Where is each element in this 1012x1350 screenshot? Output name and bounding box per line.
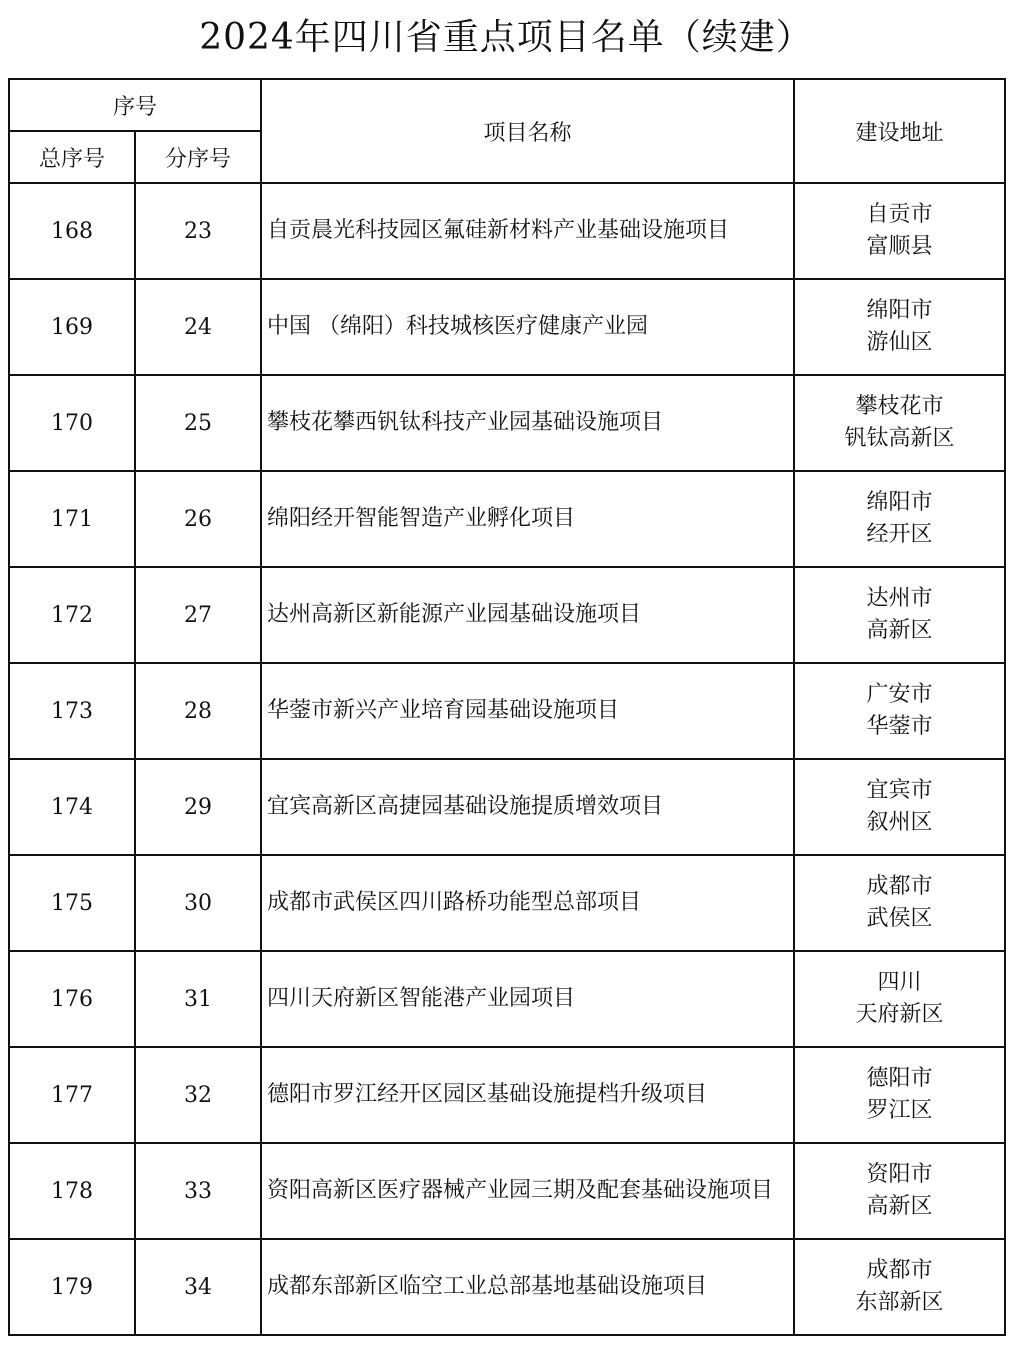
address-district: 经开区 bbox=[866, 522, 933, 547]
address-district: 天府新区 bbox=[855, 1002, 944, 1027]
project-name-cell: 绵阳经开智能智造产业孵化项目 bbox=[261, 471, 794, 567]
total-seq-cell: 176 bbox=[9, 951, 135, 1047]
sub-seq-cell: 25 bbox=[135, 375, 261, 471]
address-city: 自贡市 bbox=[866, 202, 933, 227]
total-seq-cell: 175 bbox=[9, 855, 135, 951]
page-title: 2024年四川省重点项目名单（续建） bbox=[199, 17, 813, 58]
address-cell bbox=[794, 759, 1005, 855]
project-name-cell: 华蓥市新兴产业培育园基础设施项目 bbox=[261, 663, 794, 759]
address-district: 武侯区 bbox=[866, 906, 933, 931]
project-table bbox=[8, 78, 1006, 1336]
address-district: 华蓥市 bbox=[866, 714, 933, 739]
total-seq-cell: 173 bbox=[9, 663, 135, 759]
address-city: 德阳市 bbox=[866, 1066, 933, 1091]
sub-seq-cell: 32 bbox=[135, 1047, 261, 1143]
address-district: 游仙区 bbox=[866, 330, 933, 355]
address-city: 达州市 bbox=[866, 586, 933, 611]
total-seq-cell: 171 bbox=[9, 471, 135, 567]
header-total-seq: 总序号 bbox=[9, 131, 135, 183]
table-row bbox=[9, 279, 1005, 375]
total-seq-cell: 168 bbox=[9, 183, 135, 279]
address-district: 罗江区 bbox=[866, 1098, 933, 1123]
project-name-cell: 德阳市罗江经开区园区基础设施提档升级项目 bbox=[261, 1047, 794, 1143]
table-row bbox=[9, 951, 1005, 1047]
address-cell bbox=[794, 375, 1005, 471]
address-district: 叙州区 bbox=[866, 810, 933, 835]
address-district: 高新区 bbox=[866, 618, 933, 643]
address-cell bbox=[794, 663, 1005, 759]
table-row bbox=[9, 663, 1005, 759]
address-cell bbox=[794, 471, 1005, 567]
table-row bbox=[9, 1239, 1005, 1335]
address-cell bbox=[794, 1047, 1005, 1143]
project-name-cell: 攀枝花攀西钒钛科技产业园基础设施项目 bbox=[261, 375, 794, 471]
sub-seq-cell: 27 bbox=[135, 567, 261, 663]
address-city: 宜宾市 bbox=[866, 778, 933, 803]
address-district: 钒钛高新区 bbox=[844, 426, 955, 451]
header-address: 建设地址 bbox=[794, 79, 1005, 183]
table-row bbox=[9, 759, 1005, 855]
total-seq-cell: 170 bbox=[9, 375, 135, 471]
total-seq-cell: 177 bbox=[9, 1047, 135, 1143]
address-city: 绵阳市 bbox=[866, 490, 933, 515]
total-seq-cell: 169 bbox=[9, 279, 135, 375]
address-city: 绵阳市 bbox=[866, 298, 933, 323]
total-seq-cell: 174 bbox=[9, 759, 135, 855]
table-row bbox=[9, 183, 1005, 279]
total-seq-cell: 178 bbox=[9, 1143, 135, 1239]
project-name-cell: 自贡晨光科技园区氟硅新材料产业基础设施项目 bbox=[261, 183, 794, 279]
sub-seq-cell: 31 bbox=[135, 951, 261, 1047]
table-row bbox=[9, 1047, 1005, 1143]
sub-seq-cell: 23 bbox=[135, 183, 261, 279]
sub-seq-cell: 33 bbox=[135, 1143, 261, 1239]
header-seq-group: 序号 bbox=[9, 79, 261, 131]
total-seq-cell: 172 bbox=[9, 567, 135, 663]
header-sub-seq: 分序号 bbox=[135, 131, 261, 183]
sub-seq-cell: 29 bbox=[135, 759, 261, 855]
table-row bbox=[9, 567, 1005, 663]
project-name-cell: 宜宾高新区高捷园基础设施提质增效项目 bbox=[261, 759, 794, 855]
address-city: 广安市 bbox=[866, 682, 933, 707]
address-cell bbox=[794, 855, 1005, 951]
sub-seq-cell: 28 bbox=[135, 663, 261, 759]
sub-seq-cell: 30 bbox=[135, 855, 261, 951]
address-cell bbox=[794, 183, 1005, 279]
sub-seq-cell: 34 bbox=[135, 1239, 261, 1335]
address-district: 东部新区 bbox=[855, 1290, 944, 1315]
address-city: 攀枝花市 bbox=[855, 394, 944, 419]
table-row bbox=[9, 375, 1005, 471]
address-district: 富顺县 bbox=[866, 234, 933, 259]
header-project-name: 项目名称 bbox=[261, 79, 794, 183]
address-cell bbox=[794, 279, 1005, 375]
address-city: 成都市 bbox=[866, 1258, 933, 1283]
table-row bbox=[9, 855, 1005, 951]
address-city: 成都市 bbox=[866, 874, 933, 899]
address-cell bbox=[794, 1143, 1005, 1239]
project-name-cell: 成都市武侯区四川路桥功能型总部项目 bbox=[261, 855, 794, 951]
project-name-cell: 成都东部新区临空工业总部基地基础设施项目 bbox=[261, 1239, 794, 1335]
total-seq-cell: 179 bbox=[9, 1239, 135, 1335]
table-row bbox=[9, 1143, 1005, 1239]
address-cell bbox=[794, 1239, 1005, 1335]
address-district: 高新区 bbox=[866, 1194, 933, 1219]
sub-seq-cell: 26 bbox=[135, 471, 261, 567]
address-city: 资阳市 bbox=[866, 1162, 933, 1187]
address-city: 四川 bbox=[877, 970, 922, 995]
sub-seq-cell: 24 bbox=[135, 279, 261, 375]
table-row bbox=[9, 471, 1005, 567]
address-cell bbox=[794, 567, 1005, 663]
address-cell bbox=[794, 951, 1005, 1047]
project-name-cell: 达州高新区新能源产业园基础设施项目 bbox=[261, 567, 794, 663]
project-name-cell: 资阳高新区医疗器械产业园三期及配套基础设施项目 bbox=[261, 1143, 794, 1239]
project-name-cell: 四川天府新区智能港产业园项目 bbox=[261, 951, 794, 1047]
project-name-cell: 中国 （绵阳）科技城核医疗健康产业园 bbox=[261, 279, 794, 375]
